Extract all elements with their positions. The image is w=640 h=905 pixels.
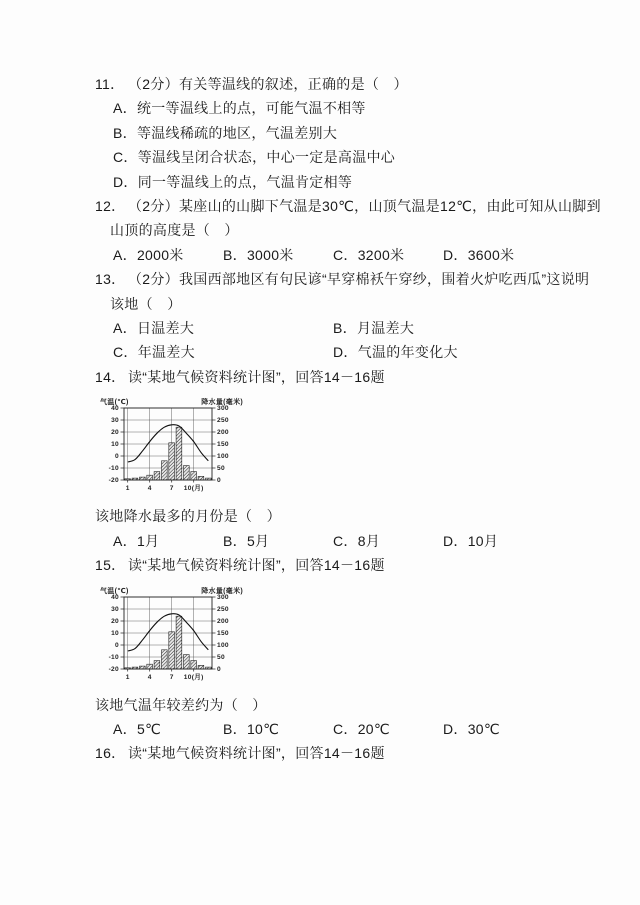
svg-text:10(月): 10(月) [183,673,204,681]
svg-text:4: 4 [147,673,152,681]
svg-text:100: 100 [217,453,229,461]
svg-text:7: 7 [169,673,174,681]
svg-text:-10: -10 [108,653,119,661]
climate-chart-q14 [97,396,245,498]
svg-text:300: 300 [217,593,229,601]
q14-option-a: A．1月 [113,532,160,549]
svg-text:30: 30 [111,417,119,425]
q13-option-a: A．日温差大 [113,320,195,337]
temperature-line [128,425,209,462]
left-axis [109,594,124,673]
question-13-number: 13． [95,271,126,288]
q12-options-row [95,243,604,267]
left-axis-label: 气温(℃) [100,587,129,595]
question-14-number: 14． [95,368,126,385]
question-15-number: 15． [95,557,126,574]
svg-text:200: 200 [217,429,229,437]
q15-option-d: D．30℃ [443,720,500,737]
right-axis-label: 降水量(毫米) [201,399,243,407]
question-15-head [95,553,604,577]
svg-text:0: 0 [217,477,221,485]
question-14-stem: 该地降水最多的月份是（ ） [95,508,281,525]
q14-option-d: D．10月 [443,532,499,549]
svg-text:7: 7 [169,485,174,493]
svg-text:4: 4 [147,485,152,493]
svg-text:30: 30 [111,605,119,613]
climate-chart-figure-q15 [97,585,604,687]
svg-text:20: 20 [111,617,119,625]
svg-text:50: 50 [217,465,225,473]
q12-option-d: D．3600米 [443,246,515,263]
question-14-intro: 读“某地气候资料统计图”，回答14－16题 [128,368,385,385]
q14-option-c: C．8月 [333,532,381,549]
q11-option-c: C．等温线呈闭合状态，中心一定是高温中心 [113,149,396,166]
x-axis [126,480,204,492]
question-12-stem-line2: 山顶的高度是（ ） [110,222,239,239]
svg-text:-20: -20 [108,665,119,673]
question-13-head [95,267,604,291]
svg-text:20: 20 [111,429,119,437]
q13-options-row-2 [95,340,604,364]
svg-text:0: 0 [115,641,119,649]
question-11-head [95,72,604,96]
q15-option-b: B．10℃ [223,720,280,737]
svg-text:1: 1 [125,673,130,681]
svg-text:100: 100 [217,641,229,649]
svg-text:10(月): 10(月) [183,485,204,493]
right-axis [212,594,229,673]
svg-text:-10: -10 [108,465,119,473]
svg-text:150: 150 [217,629,229,637]
svg-text:-20: -20 [108,477,119,485]
q11-option-d: D．同一等温线上的点，气温肯定相等 [113,173,353,190]
question-16-number: 16． [95,745,126,762]
svg-text:250: 250 [217,605,229,613]
q14-option-b: B．5月 [223,532,270,549]
question-12-stem-line1: （2分）某座山的山脚下气温是30℃，山顶气温是12℃，由此可知从山脚到 [128,198,601,215]
right-axis-label: 降水量(毫米) [201,587,243,595]
q15-option-a: A．5℃ [113,720,162,737]
svg-text:150: 150 [217,441,229,449]
x-axis [126,669,204,681]
q12-option-c: C．3200米 [333,246,405,263]
q13-options-row-1 [95,316,604,340]
question-15-stem: 该地气温年较差约为（ ） [95,696,267,713]
q13-option-d: D．气温的年变化大 [333,344,458,361]
question-13-stem-line1: （2分）我国西部地区有句民谚“早穿棉袄午穿纱，围着火炉吃西瓜”这说明 [128,271,590,288]
question-12-number: 12． [95,198,126,215]
svg-text:300: 300 [217,405,229,413]
left-axis-label: 气温(℃) [100,399,129,407]
precipitation-bars [125,616,211,669]
q13-option-c: C．年温差大 [113,344,195,361]
right-axis [212,405,229,484]
climate-chart-figure-q14 [97,396,604,498]
q11-option-b: B．等温线稀疏的地区，气温差别大 [113,124,338,141]
svg-text:40: 40 [111,593,119,601]
left-axis [109,405,124,484]
svg-text:50: 50 [217,653,225,661]
question-15-intro: 读“某地气候资料统计图”，回答14－16题 [128,557,385,574]
q15-option-c: C．20℃ [333,720,390,737]
question-16-head [95,741,604,765]
q12-option-a: A．2000米 [113,246,184,263]
svg-text:0: 0 [217,665,221,673]
question-11-number: 11． [95,76,125,92]
question-16-intro: 读“某地气候资料统计图”，回答14－16题 [128,745,385,762]
question-13-stem-line2: 该地（ ） [110,295,182,312]
precipitation-bars [125,427,211,480]
svg-text:0: 0 [115,453,119,461]
svg-text:250: 250 [217,417,229,425]
grid [124,408,212,480]
svg-text:10: 10 [111,629,119,637]
climate-chart-q15 [97,585,245,687]
grid [124,597,212,669]
q13-option-b: B．月温差大 [333,320,415,337]
svg-text:40: 40 [111,405,119,413]
q11-option-a: A．统一等温线上的点，可能气温不相等 [113,100,366,117]
question-12-head [95,194,604,218]
temperature-line [128,613,209,650]
question-14-head [95,365,604,389]
svg-text:1: 1 [125,485,130,493]
q14-options-row [95,529,604,553]
svg-text:200: 200 [217,617,229,625]
q15-options-row [95,717,604,741]
q12-option-b: B．3000米 [223,246,294,263]
question-11-stem: （2分）有关等温线的叙述，正确的是（ ） [128,76,408,92]
svg-text:10: 10 [111,441,119,449]
